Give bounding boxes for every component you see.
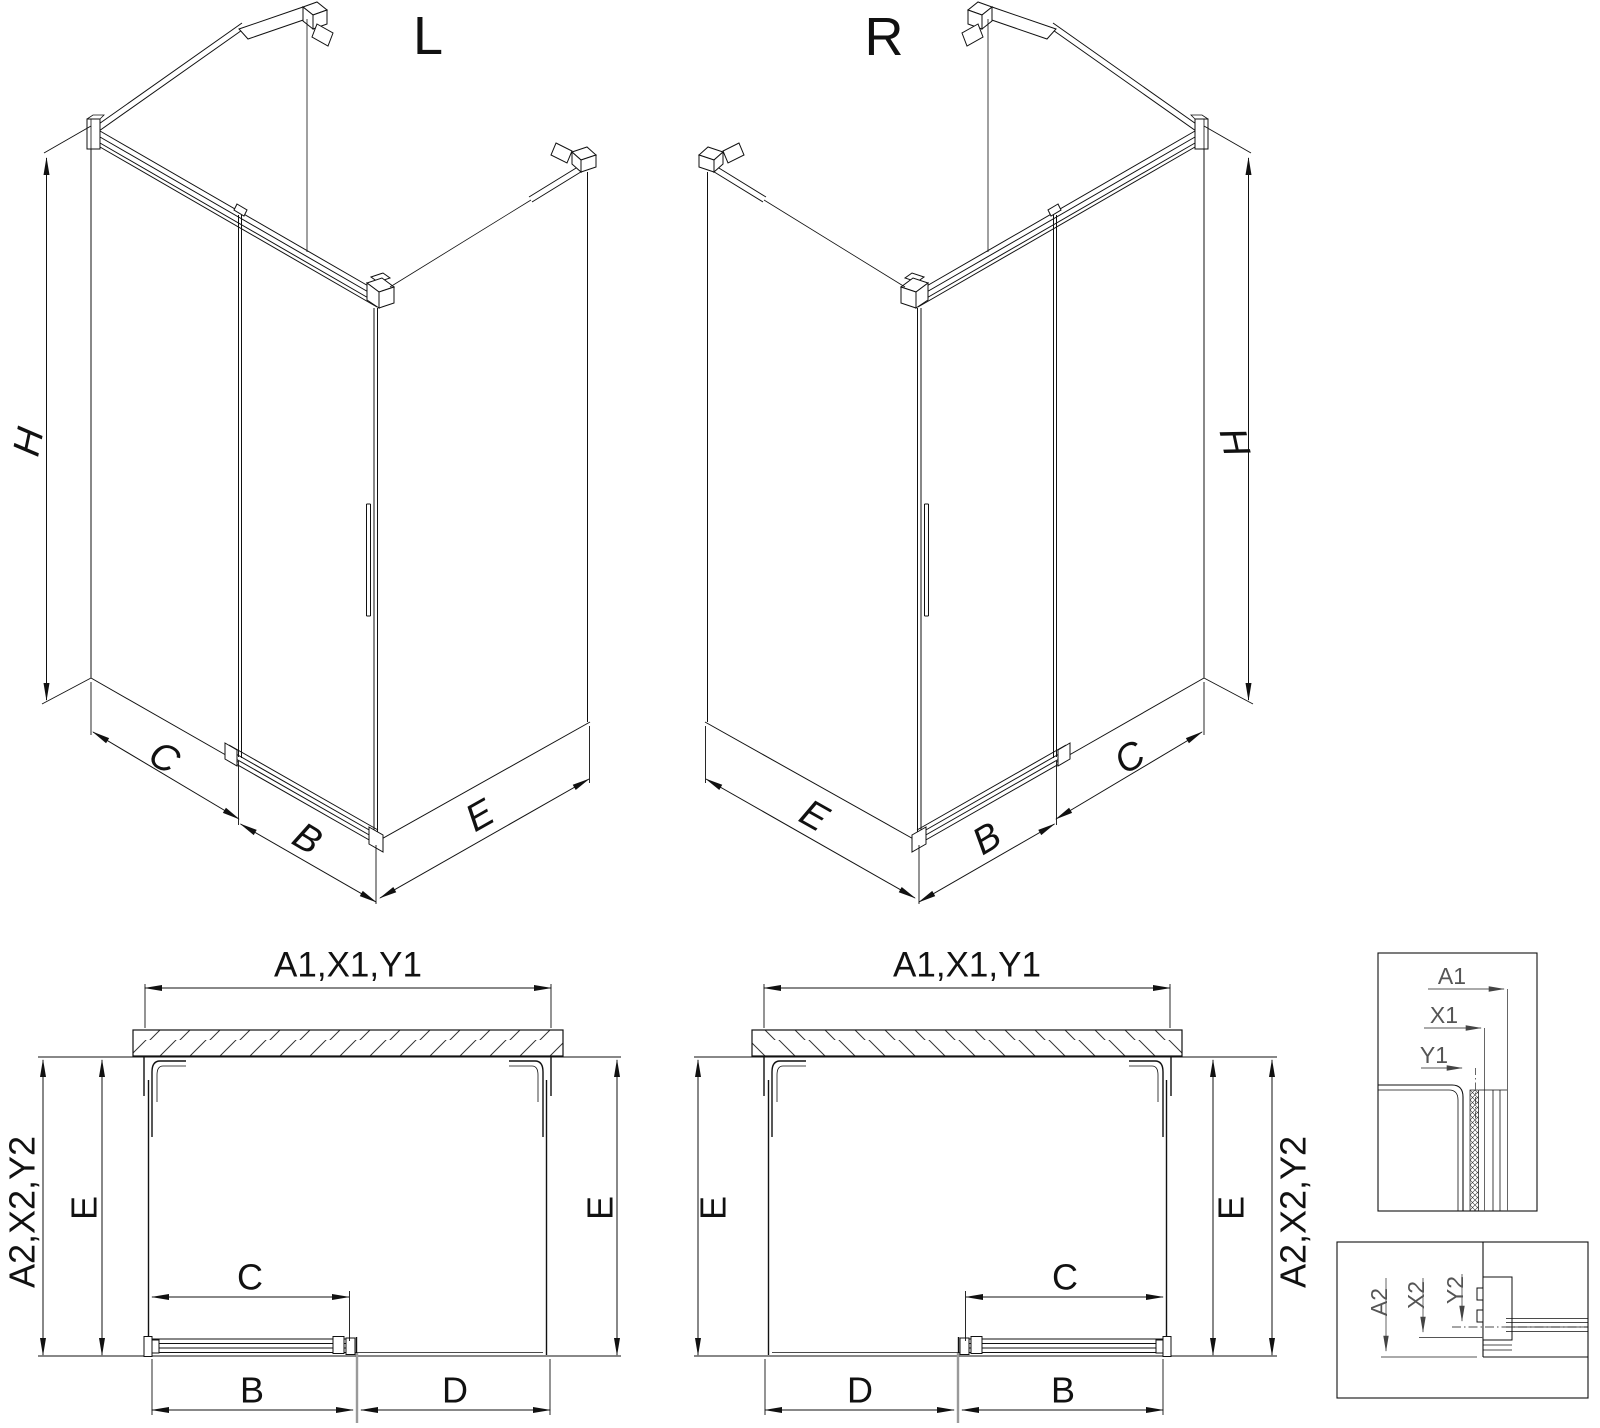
plan-right-dim-b: B [1050,1369,1076,1411]
detail-bottom-dim-y2: Y2 [1442,1275,1468,1305]
plan-right-dim-d: D [847,1369,873,1411]
plan-left-dim-d: D [442,1369,468,1411]
iso-right-dim-e: E [792,791,836,841]
iso-right-dim-b: B [965,814,1009,864]
plan-right-dim-side: A2,X2,Y2 [1272,1135,1314,1289]
iso-right-dim-c: C [1107,732,1153,784]
plan-right-dim-e-right: E [1210,1195,1252,1221]
iso-right-title: R [864,7,904,67]
detail-top-dim-y1: Y1 [1419,1042,1449,1068]
plan-right-dim-top: A1,X1,Y1 [893,945,1041,985]
plan-left-dim-top: A1,X1,Y1 [274,945,422,985]
detail-box-top [1378,953,1537,1211]
plan-right-dim-c: C [1052,1256,1078,1298]
plan-left-dim-e-left: E [63,1195,105,1221]
iso-left-dim-e: E [458,791,502,841]
iso-left-dim-c: C [141,732,187,784]
iso-view-left [6,2,596,904]
plan-left-dim-side: A2,X2,Y2 [1,1135,43,1289]
plan-left-dim-b: B [239,1369,265,1411]
detail-bottom-dim-a2: A2 [1366,1287,1392,1317]
plan-left-dim-c: C [237,1256,263,1298]
plan-view-left [2,946,622,1424]
iso-view-right [699,2,1258,904]
iso-right-dim-h: H [1210,424,1258,460]
iso-left-dim-h: H [5,424,53,460]
plan-right-dim-e-left: E [692,1195,734,1221]
detail-top-dim-x1: X1 [1429,1002,1459,1028]
detail-bottom-dim-x2: X2 [1403,1280,1429,1310]
plan-view-right [693,946,1314,1424]
iso-left-title: L [412,6,444,66]
detail-box-bottom [1337,1242,1588,1398]
iso-left-dim-b: B [285,814,329,864]
plan-left-dim-e-right: E [579,1195,621,1221]
detail-top-dim-a1: A1 [1437,963,1467,989]
